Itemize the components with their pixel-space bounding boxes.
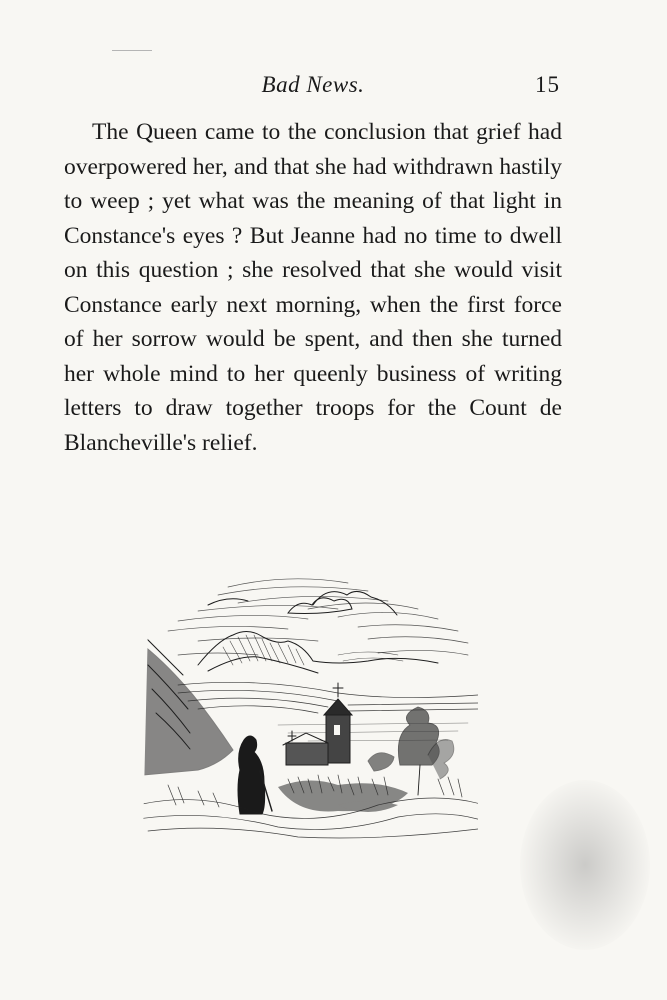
left-cliff xyxy=(143,635,233,775)
lake-water xyxy=(278,723,468,741)
paper-stain xyxy=(520,780,650,950)
page-number: 15 xyxy=(535,72,560,97)
sky-hatching xyxy=(168,579,468,655)
ground-shadow xyxy=(278,780,408,812)
distant-hills xyxy=(178,682,478,713)
mountain-range xyxy=(198,631,438,673)
running-title: Bad News. xyxy=(261,72,365,97)
body-paragraph-text: The Queen came to the conclusion that grief had overpowered her, and that she had withdrawn hastily to weep ; yet what was the meaning of that light in Constance's eyes ? But Jeanne had no time to dwell on this question ; she resolved that she would visit Constance early next morning, when the first force of her sorrow would be spent, and then she turned her whole mind to her queenly business of writing letters to draw together troops for the Count de Blancheville's relief. xyxy=(64,119,562,456)
walking-figure xyxy=(238,736,272,814)
chapel xyxy=(283,683,352,765)
body-paragraph xyxy=(64,115,562,460)
chapel-landscape-engraving xyxy=(138,565,484,855)
paper-mark xyxy=(112,50,152,51)
running-head xyxy=(64,72,562,106)
trees xyxy=(368,707,454,795)
